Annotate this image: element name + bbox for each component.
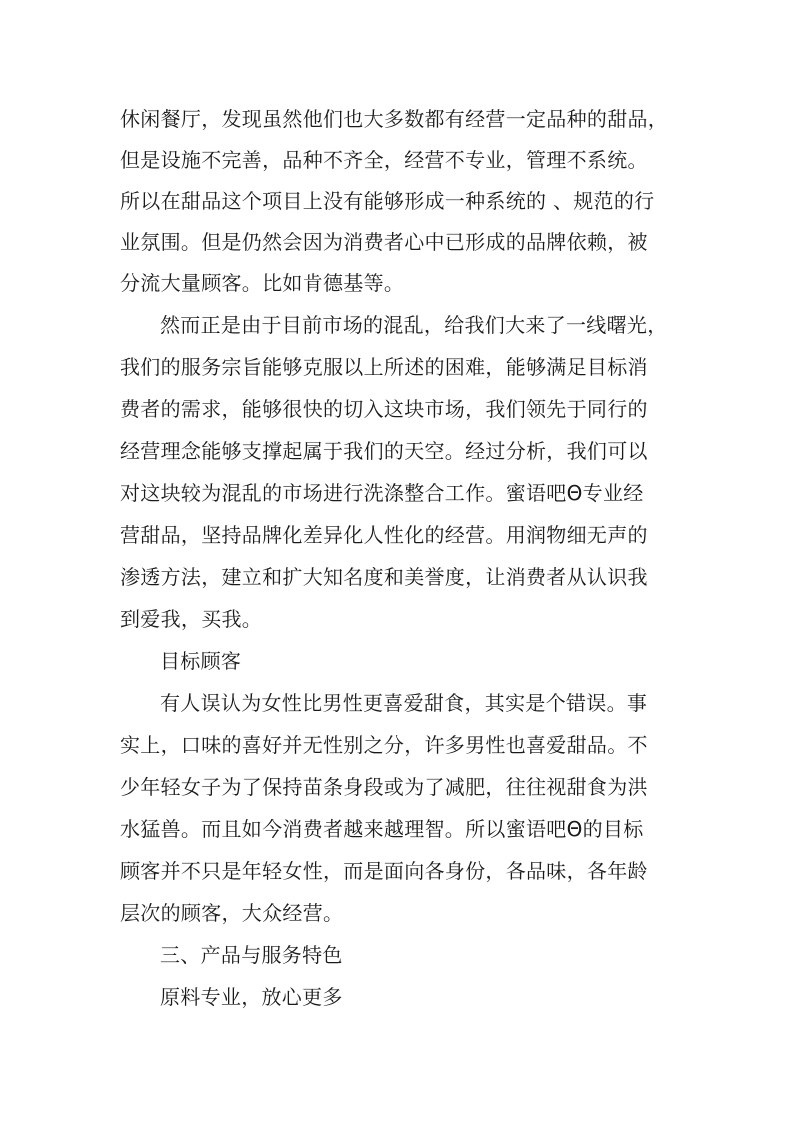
text-line: 层次的顾客，大众经营。 xyxy=(120,901,344,925)
section-heading: 三、产品与服务特色 xyxy=(160,943,343,967)
subsection-heading: 原料专业，放心更多 xyxy=(160,985,343,1009)
text-line: 少年轻女子为了保持苗条身段或为了减肥，往往视甜食为洪 xyxy=(120,775,648,799)
text-line: 实上，口味的喜好并无性别之分，许多男性也喜爱甜品。不 xyxy=(120,733,648,757)
text-line: 渗透方法，建立和扩大知名度和美誉度，让消费者从认识我 xyxy=(120,565,648,589)
text-line: 休闲餐厅，发现虽然他们也大多数都有经营一定品种的甜品， xyxy=(120,107,669,131)
text-line: 费者的需求，能够很快的切入这块市场，我们领先于同行的 xyxy=(120,397,648,421)
text-line: 到爱我，买我。 xyxy=(120,607,263,631)
paragraph-first-line: 有人误认为女性比男性更喜爱甜食，其实是个错误。事 xyxy=(160,691,648,715)
text-line: 我们的服务宗旨能够克服以上所述的困难，能够满足目标消 xyxy=(120,355,648,379)
text-line: 所以在甜品这个项目上没有能够形成一种系统的 、规范的行 xyxy=(120,189,655,213)
text-line: 对这块较为混乱的市场进行洗涤整合工作。蜜语吧Θ专业经 xyxy=(120,481,644,505)
paragraph-first-line: 然而正是由于目前市场的混乱，给我们大来了一线曙光， xyxy=(160,313,668,337)
text-line: 水猛兽。而且如今消费者越来越理智。所以蜜语吧Θ的目标 xyxy=(120,817,644,841)
text-line: 营甜品，坚持品牌化差异化人性化的经营。用润物细无声的 xyxy=(120,523,648,547)
text-line: 但是设施不完善，品种不齐全，经营不专业，管理不系统。 xyxy=(120,148,648,172)
text-line: 分流大量顾客。比如肯德基等。 xyxy=(120,271,405,295)
text-line: 业氛围。但是仍然会因为消费者心中已形成的品牌依赖，被 xyxy=(120,230,648,254)
text-line: 经营理念能够支撑起属于我们的天空。经过分析，我们可以 xyxy=(120,439,648,463)
section-heading: 目标顾客 xyxy=(160,649,242,673)
text-line: 顾客并不只是年轻女性，而是面向各身份，各品味，各年龄 xyxy=(120,859,648,883)
